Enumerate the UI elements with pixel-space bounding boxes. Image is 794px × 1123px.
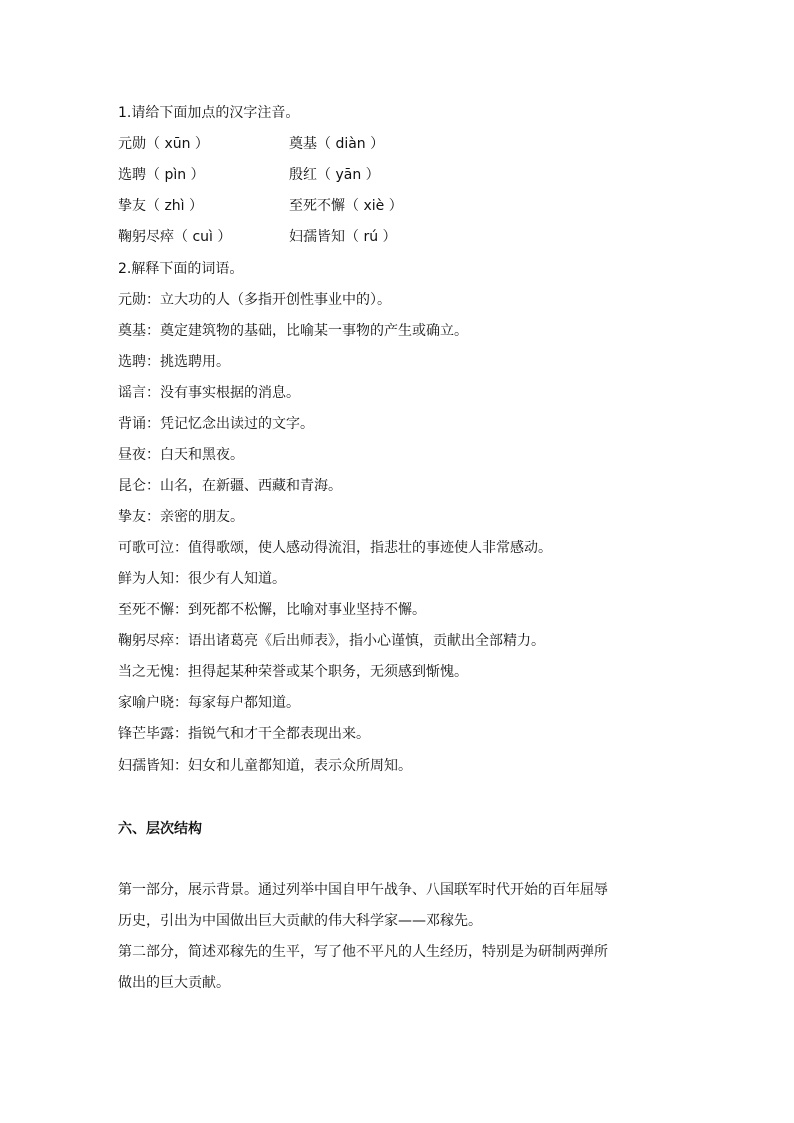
definition-item: 当之无愧：担得起某种荣誉或某个职务，无须感到惭愧。 [118, 664, 468, 680]
definition-item: 谣言：没有事实根据的消息。 [118, 385, 300, 401]
section6-heading: 六、层次结构 [118, 821, 202, 837]
pinyin-item: 殷红（ yān ） [289, 167, 380, 183]
definition-item: 鞠躬尽瘁：语出诸葛亮《后出师表》，指小心谨慎，贡献出全部精力。 [118, 633, 545, 649]
paragraph-line: 做出的巨大贡献。 [118, 975, 230, 991]
definition-item: 奠基：奠定建筑物的基础，比喻某一事物的产生或确立。 [118, 323, 468, 339]
definition-item: 昆仑：山名，在新疆、西藏和青海。 [118, 478, 342, 494]
pinyin-item: 奠基（ diàn ） [289, 136, 385, 152]
definition-item: 选聘：挑选聘用。 [118, 354, 230, 370]
pinyin-item: 选聘（ pìn ） [118, 167, 205, 183]
section2-heading: 2.解释下面的词语。 [118, 261, 244, 277]
definition-item: 昼夜：白天和黑夜。 [118, 447, 244, 463]
pinyin-item: 元勋（ xūn ） [118, 136, 209, 152]
pinyin-row [118, 228, 518, 246]
pinyin-item: 鞠躬尽瘁（ cuì ） [118, 229, 232, 245]
paragraph-line: 第一部分，展示背景。通过列举中国自甲午战争、八国联军时代开始的百年屈辱 [118, 882, 608, 898]
definition-item: 至死不懈：到死都不松懈，比喻对事业坚持不懈。 [118, 602, 426, 618]
section1-heading: 1.请给下面加点的汉字注音。 [118, 105, 300, 121]
paragraph-line: 第二部分，简述邓稼先的生平，写了他不平凡的人生经历，特别是为研制两弹所 [118, 944, 608, 960]
definition-item: 家喻户晓：每家每户都知道。 [118, 695, 300, 711]
definition-item: 可歌可泣：值得歌颂，使人感动得流泪，指悲壮的事迹使人非常感动。 [118, 540, 552, 556]
pinyin-item: 至死不懈（ xiè ） [289, 198, 403, 214]
definition-item: 鲜为人知：很少有人知道。 [118, 571, 286, 587]
pinyin-row [118, 166, 518, 184]
pinyin-row [118, 197, 518, 215]
pinyin-row [118, 135, 518, 153]
definition-item: 背诵：凭记忆念出读过的文字。 [118, 416, 314, 432]
paragraph-line: 历史，引出为中国做出巨大贡献的伟大科学家——邓稼先。 [118, 913, 482, 929]
definition-item: 挚友：亲密的朋友。 [118, 509, 244, 525]
pinyin-item: 挚友（ zhì ） [118, 198, 204, 214]
pinyin-item: 妇孺皆知（ rú ） [289, 229, 397, 245]
definition-item: 妇孺皆知：妇女和儿童都知道，表示众所周知。 [118, 758, 412, 774]
definition-item: 元勋：立大功的人（多指开创性事业中的）。 [118, 292, 391, 308]
definition-item: 锋芒毕露：指锐气和才干全都表现出来。 [118, 726, 370, 742]
